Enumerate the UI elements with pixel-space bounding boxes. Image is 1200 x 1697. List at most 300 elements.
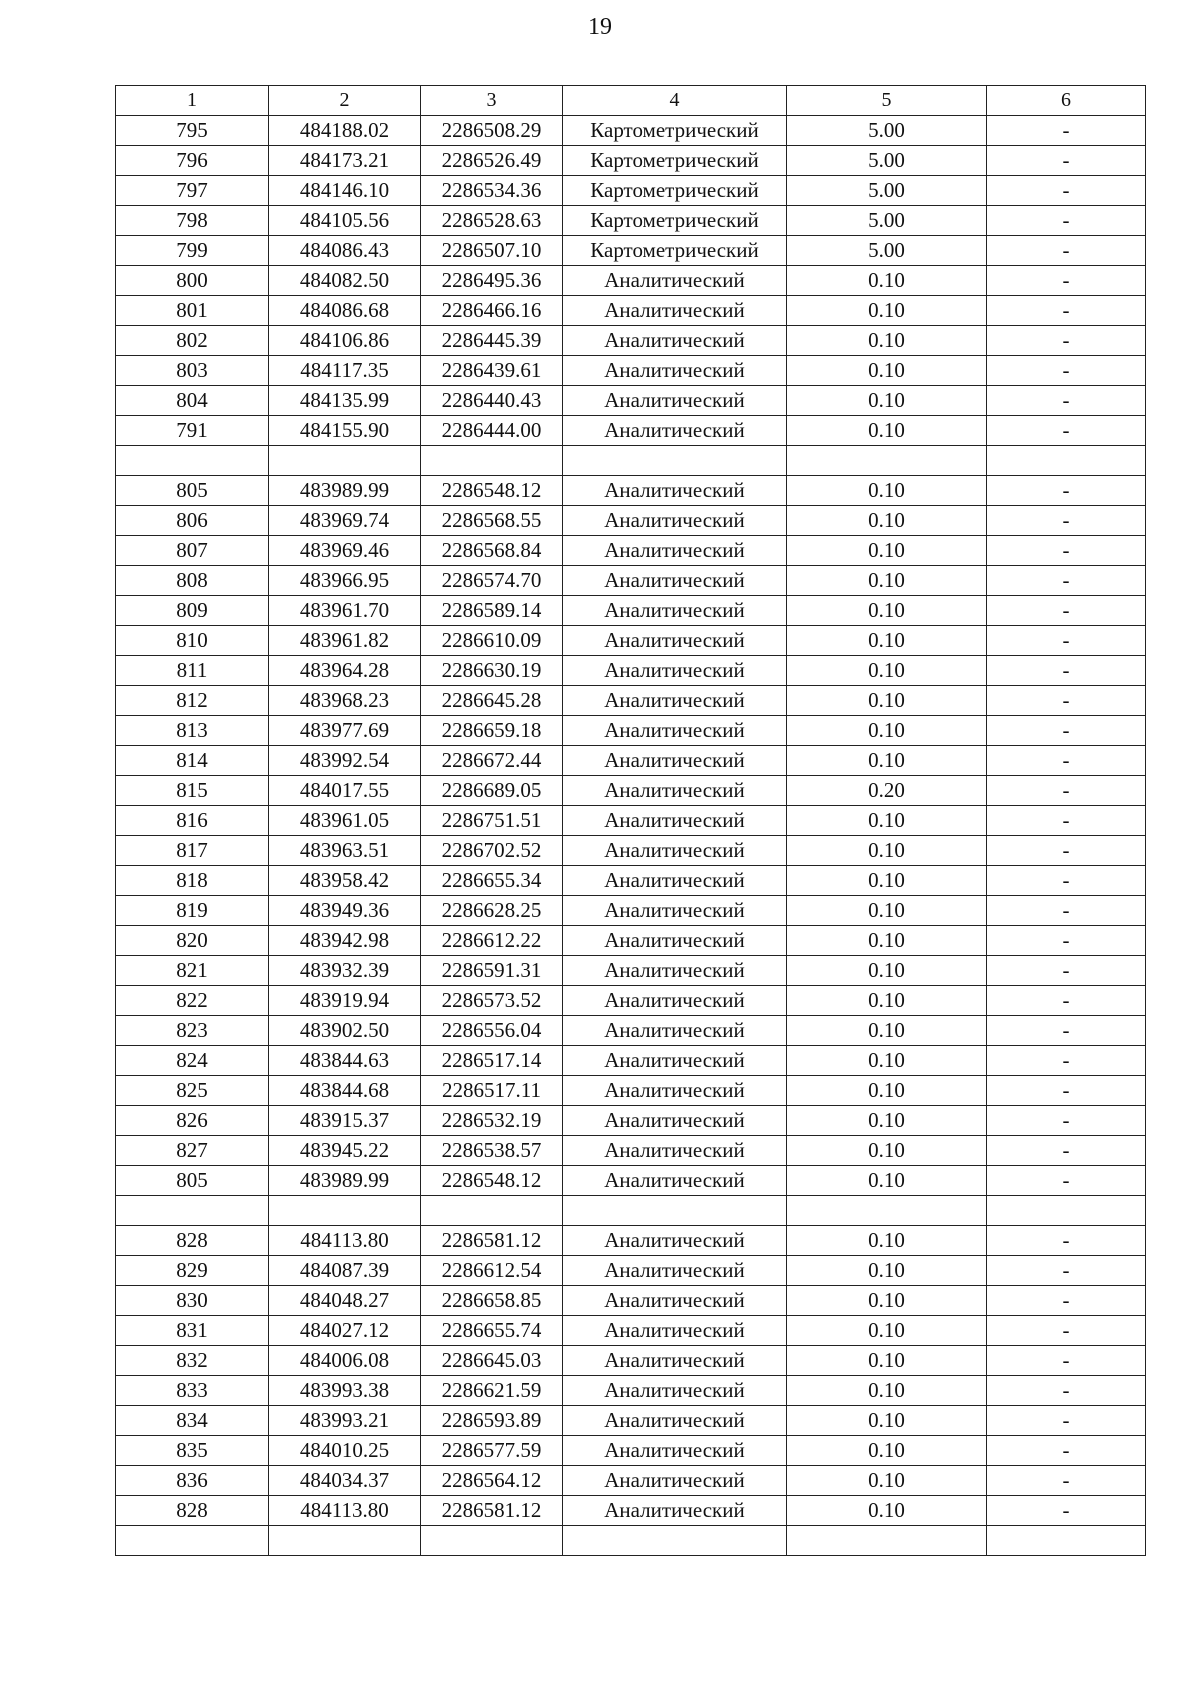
accuracy-cell: 0.10 [787, 1346, 987, 1376]
table-row [116, 536, 1146, 566]
x-coordinate-cell: 484155.90 [269, 416, 421, 446]
empty-cell [421, 1526, 563, 1556]
x-coordinate-cell: 484086.68 [269, 296, 421, 326]
y-coordinate-cell: 2286440.43 [421, 386, 563, 416]
x-coordinate-cell: 483844.63 [269, 1046, 421, 1076]
y-coordinate-cell: 2286517.11 [421, 1076, 563, 1106]
table-row [116, 146, 1146, 176]
x-coordinate-cell: 483942.98 [269, 926, 421, 956]
empty-cell [787, 446, 987, 476]
point-number-cell: 816 [116, 806, 269, 836]
y-coordinate-cell: 2286672.44 [421, 746, 563, 776]
description-cell: - [987, 566, 1146, 596]
coordinates-table [115, 85, 1146, 1556]
table-row [116, 1256, 1146, 1286]
y-coordinate-cell: 2286593.89 [421, 1406, 563, 1436]
x-coordinate-cell: 483969.74 [269, 506, 421, 536]
method-cell: Картометрический [563, 176, 787, 206]
description-cell: - [987, 176, 1146, 206]
x-coordinate-cell: 484117.35 [269, 356, 421, 386]
x-coordinate-cell: 483915.37 [269, 1106, 421, 1136]
x-coordinate-cell: 483989.99 [269, 476, 421, 506]
empty-cell [116, 446, 269, 476]
empty-cell [116, 1526, 269, 1556]
x-coordinate-cell: 483932.39 [269, 956, 421, 986]
y-coordinate-cell: 2286532.19 [421, 1106, 563, 1136]
description-cell: - [987, 1406, 1146, 1436]
accuracy-cell: 0.10 [787, 476, 987, 506]
method-cell: Аналитический [563, 1316, 787, 1346]
point-number-cell: 815 [116, 776, 269, 806]
table-row [116, 866, 1146, 896]
y-coordinate-cell: 2286702.52 [421, 836, 563, 866]
method-cell: Аналитический [563, 1016, 787, 1046]
description-cell: - [987, 1046, 1146, 1076]
y-coordinate-cell: 2286645.03 [421, 1346, 563, 1376]
point-number-cell: 819 [116, 896, 269, 926]
accuracy-cell: 0.10 [787, 866, 987, 896]
point-number-cell: 817 [116, 836, 269, 866]
accuracy-cell: 0.10 [787, 896, 987, 926]
accuracy-cell: 0.10 [787, 506, 987, 536]
empty-cell [987, 1196, 1146, 1226]
x-coordinate-cell: 483844.68 [269, 1076, 421, 1106]
header-cell: 5 [787, 86, 987, 116]
point-number-cell: 835 [116, 1436, 269, 1466]
description-cell: - [987, 626, 1146, 656]
table-row [116, 926, 1146, 956]
table-row [116, 686, 1146, 716]
x-coordinate-cell: 484086.43 [269, 236, 421, 266]
method-cell: Аналитический [563, 416, 787, 446]
x-coordinate-cell: 483977.69 [269, 716, 421, 746]
x-coordinate-cell: 484188.02 [269, 116, 421, 146]
method-cell: Картометрический [563, 146, 787, 176]
point-number-cell: 814 [116, 746, 269, 776]
empty-cell [421, 1196, 563, 1226]
table-row [116, 776, 1146, 806]
accuracy-cell: 0.10 [787, 326, 987, 356]
point-number-cell: 830 [116, 1286, 269, 1316]
y-coordinate-cell: 2286655.74 [421, 1316, 563, 1346]
table-row [116, 1466, 1146, 1496]
accuracy-cell: 0.10 [787, 1376, 987, 1406]
accuracy-cell: 5.00 [787, 236, 987, 266]
point-number-cell: 809 [116, 596, 269, 626]
empty-cell [269, 1196, 421, 1226]
point-number-cell: 812 [116, 686, 269, 716]
method-cell: Аналитический [563, 476, 787, 506]
table-row [116, 896, 1146, 926]
y-coordinate-cell: 2286751.51 [421, 806, 563, 836]
accuracy-cell: 0.10 [787, 1466, 987, 1496]
y-coordinate-cell: 2286621.59 [421, 1376, 563, 1406]
description-cell: - [987, 1076, 1146, 1106]
accuracy-cell: 0.10 [787, 386, 987, 416]
x-coordinate-cell: 483958.42 [269, 866, 421, 896]
accuracy-cell: 0.10 [787, 1046, 987, 1076]
y-coordinate-cell: 2286581.12 [421, 1226, 563, 1256]
header-cell: 1 [116, 86, 269, 116]
header-cell: 6 [987, 86, 1146, 116]
header-cell: 4 [563, 86, 787, 116]
header-cell: 2 [269, 86, 421, 116]
point-number-cell: 825 [116, 1076, 269, 1106]
x-coordinate-cell: 483993.38 [269, 1376, 421, 1406]
description-cell: - [987, 506, 1146, 536]
table-row [116, 1016, 1146, 1046]
method-cell: Аналитический [563, 626, 787, 656]
y-coordinate-cell: 2286564.12 [421, 1466, 563, 1496]
method-cell: Аналитический [563, 1136, 787, 1166]
table-row [116, 1346, 1146, 1376]
method-cell: Аналитический [563, 326, 787, 356]
method-cell: Аналитический [563, 1226, 787, 1256]
y-coordinate-cell: 2286534.36 [421, 176, 563, 206]
accuracy-cell: 0.10 [787, 1076, 987, 1106]
description-cell: - [987, 476, 1146, 506]
table-spacer-row [116, 1196, 1146, 1226]
accuracy-cell: 5.00 [787, 206, 987, 236]
y-coordinate-cell: 2286495.36 [421, 266, 563, 296]
description-cell: - [987, 1106, 1146, 1136]
point-number-cell: 800 [116, 266, 269, 296]
table-row [116, 1436, 1146, 1466]
method-cell: Аналитический [563, 386, 787, 416]
accuracy-cell: 0.10 [787, 1286, 987, 1316]
accuracy-cell: 0.10 [787, 716, 987, 746]
method-cell: Аналитический [563, 536, 787, 566]
method-cell: Аналитический [563, 1496, 787, 1526]
y-coordinate-cell: 2286658.85 [421, 1286, 563, 1316]
y-coordinate-cell: 2286645.28 [421, 686, 563, 716]
method-cell: Аналитический [563, 1166, 787, 1196]
empty-cell [563, 1526, 787, 1556]
accuracy-cell: 0.10 [787, 266, 987, 296]
table-row [116, 566, 1146, 596]
description-cell: - [987, 806, 1146, 836]
table-row [116, 836, 1146, 866]
accuracy-cell: 0.10 [787, 1256, 987, 1286]
table-row [116, 476, 1146, 506]
description-cell: - [987, 716, 1146, 746]
table-row [116, 716, 1146, 746]
table-row [116, 1376, 1146, 1406]
point-number-cell: 820 [116, 926, 269, 956]
description-cell: - [987, 956, 1146, 986]
y-coordinate-cell: 2286517.14 [421, 1046, 563, 1076]
empty-cell [987, 446, 1146, 476]
table-row [116, 116, 1146, 146]
table-row [116, 1046, 1146, 1076]
description-cell: - [987, 656, 1146, 686]
y-coordinate-cell: 2286528.63 [421, 206, 563, 236]
x-coordinate-cell: 484173.21 [269, 146, 421, 176]
point-number-cell: 804 [116, 386, 269, 416]
point-number-cell: 807 [116, 536, 269, 566]
point-number-cell: 805 [116, 1166, 269, 1196]
x-coordinate-cell: 483989.99 [269, 1166, 421, 1196]
table-row [116, 266, 1146, 296]
point-number-cell: 828 [116, 1226, 269, 1256]
method-cell: Аналитический [563, 746, 787, 776]
y-coordinate-cell: 2286548.12 [421, 476, 563, 506]
y-coordinate-cell: 2286628.25 [421, 896, 563, 926]
x-coordinate-cell: 483919.94 [269, 986, 421, 1016]
point-number-cell: 833 [116, 1376, 269, 1406]
empty-cell [269, 446, 421, 476]
description-cell: - [987, 596, 1146, 626]
method-cell: Аналитический [563, 956, 787, 986]
x-coordinate-cell: 483949.36 [269, 896, 421, 926]
point-number-cell: 798 [116, 206, 269, 236]
accuracy-cell: 0.10 [787, 566, 987, 596]
y-coordinate-cell: 2286581.12 [421, 1496, 563, 1526]
x-coordinate-cell: 483961.82 [269, 626, 421, 656]
point-number-cell: 828 [116, 1496, 269, 1526]
x-coordinate-cell: 483964.28 [269, 656, 421, 686]
point-number-cell: 818 [116, 866, 269, 896]
description-cell: - [987, 116, 1146, 146]
point-number-cell: 803 [116, 356, 269, 386]
accuracy-cell: 0.10 [787, 926, 987, 956]
point-number-cell: 821 [116, 956, 269, 986]
table-row [116, 1166, 1146, 1196]
description-cell: - [987, 1286, 1146, 1316]
point-number-cell: 832 [116, 1346, 269, 1376]
description-cell: - [987, 1436, 1146, 1466]
x-coordinate-cell: 484135.99 [269, 386, 421, 416]
empty-cell [563, 446, 787, 476]
y-coordinate-cell: 2286466.16 [421, 296, 563, 326]
y-coordinate-cell: 2286630.19 [421, 656, 563, 686]
table-row [116, 1316, 1146, 1346]
method-cell: Аналитический [563, 506, 787, 536]
method-cell: Аналитический [563, 1406, 787, 1436]
point-number-cell: 836 [116, 1466, 269, 1496]
method-cell: Аналитический [563, 296, 787, 326]
point-number-cell: 808 [116, 566, 269, 596]
x-coordinate-cell: 484082.50 [269, 266, 421, 296]
table-row [116, 296, 1146, 326]
method-cell: Аналитический [563, 1346, 787, 1376]
method-cell: Аналитический [563, 656, 787, 686]
x-coordinate-cell: 484034.37 [269, 1466, 421, 1496]
x-coordinate-cell: 484027.12 [269, 1316, 421, 1346]
description-cell: - [987, 1166, 1146, 1196]
description-cell: - [987, 986, 1146, 1016]
accuracy-cell: 0.10 [787, 806, 987, 836]
y-coordinate-cell: 2286577.59 [421, 1436, 563, 1466]
x-coordinate-cell: 483992.54 [269, 746, 421, 776]
accuracy-cell: 0.10 [787, 596, 987, 626]
table-row [116, 1496, 1146, 1526]
method-cell: Аналитический [563, 356, 787, 386]
description-cell: - [987, 776, 1146, 806]
method-cell: Аналитический [563, 776, 787, 806]
page-number: 19 [588, 14, 612, 40]
method-cell: Аналитический [563, 986, 787, 1016]
point-number-cell: 829 [116, 1256, 269, 1286]
method-cell: Аналитический [563, 266, 787, 296]
y-coordinate-cell: 2286689.05 [421, 776, 563, 806]
empty-cell [269, 1526, 421, 1556]
table-row [116, 986, 1146, 1016]
description-cell: - [987, 536, 1146, 566]
accuracy-cell: 5.00 [787, 116, 987, 146]
description-cell: - [987, 1346, 1146, 1376]
method-cell: Аналитический [563, 926, 787, 956]
x-coordinate-cell: 483993.21 [269, 1406, 421, 1436]
x-coordinate-cell: 483961.05 [269, 806, 421, 836]
point-number-cell: 797 [116, 176, 269, 206]
y-coordinate-cell: 2286568.84 [421, 536, 563, 566]
x-coordinate-cell: 484087.39 [269, 1256, 421, 1286]
y-coordinate-cell: 2286591.31 [421, 956, 563, 986]
table-spacer-row [116, 446, 1146, 476]
table-row [116, 956, 1146, 986]
point-number-cell: 834 [116, 1406, 269, 1436]
accuracy-cell: 0.10 [787, 296, 987, 326]
table-row [116, 206, 1146, 236]
point-number-cell: 826 [116, 1106, 269, 1136]
y-coordinate-cell: 2286508.29 [421, 116, 563, 146]
description-cell: - [987, 896, 1146, 926]
description-cell: - [987, 1016, 1146, 1046]
point-number-cell: 791 [116, 416, 269, 446]
table-row [116, 1136, 1146, 1166]
point-number-cell: 823 [116, 1016, 269, 1046]
method-cell: Аналитический [563, 1376, 787, 1406]
y-coordinate-cell: 2286589.14 [421, 596, 563, 626]
method-cell: Аналитический [563, 896, 787, 926]
empty-cell [987, 1526, 1146, 1556]
empty-cell [116, 1196, 269, 1226]
accuracy-cell: 0.10 [787, 1226, 987, 1256]
description-cell: - [987, 1256, 1146, 1286]
y-coordinate-cell: 2286507.10 [421, 236, 563, 266]
table-row [116, 506, 1146, 536]
y-coordinate-cell: 2286526.49 [421, 146, 563, 176]
accuracy-cell: 0.10 [787, 1166, 987, 1196]
table-row [116, 596, 1146, 626]
table-row [116, 386, 1146, 416]
method-cell: Аналитический [563, 686, 787, 716]
table-row [116, 1226, 1146, 1256]
description-cell: - [987, 356, 1146, 386]
method-cell: Аналитический [563, 1076, 787, 1106]
point-number-cell: 802 [116, 326, 269, 356]
method-cell: Аналитический [563, 806, 787, 836]
table-body [116, 86, 1146, 1556]
method-cell: Аналитический [563, 566, 787, 596]
x-coordinate-cell: 483963.51 [269, 836, 421, 866]
method-cell: Аналитический [563, 1046, 787, 1076]
y-coordinate-cell: 2286548.12 [421, 1166, 563, 1196]
description-cell: - [987, 1466, 1146, 1496]
y-coordinate-cell: 2286445.39 [421, 326, 563, 356]
x-coordinate-cell: 483961.70 [269, 596, 421, 626]
description-cell: - [987, 1316, 1146, 1346]
accuracy-cell: 0.10 [787, 1496, 987, 1526]
method-cell: Картометрический [563, 116, 787, 146]
description-cell: - [987, 236, 1146, 266]
description-cell: - [987, 146, 1146, 176]
header-cell: 3 [421, 86, 563, 116]
x-coordinate-cell: 483945.22 [269, 1136, 421, 1166]
point-number-cell: 813 [116, 716, 269, 746]
point-number-cell: 827 [116, 1136, 269, 1166]
y-coordinate-cell: 2286655.34 [421, 866, 563, 896]
y-coordinate-cell: 2286573.52 [421, 986, 563, 1016]
table-row [116, 1076, 1146, 1106]
description-cell: - [987, 686, 1146, 716]
x-coordinate-cell: 484010.25 [269, 1436, 421, 1466]
accuracy-cell: 0.10 [787, 1406, 987, 1436]
x-coordinate-cell: 484113.80 [269, 1496, 421, 1526]
description-cell: - [987, 746, 1146, 776]
x-coordinate-cell: 484146.10 [269, 176, 421, 206]
description-cell: - [987, 1136, 1146, 1166]
y-coordinate-cell: 2286556.04 [421, 1016, 563, 1046]
table-row [116, 1286, 1146, 1316]
empty-cell [421, 446, 563, 476]
description-cell: - [987, 416, 1146, 446]
y-coordinate-cell: 2286444.00 [421, 416, 563, 446]
accuracy-cell: 0.10 [787, 1136, 987, 1166]
description-cell: - [987, 1496, 1146, 1526]
accuracy-cell: 0.10 [787, 1316, 987, 1346]
accuracy-cell: 0.20 [787, 776, 987, 806]
description-cell: - [987, 1226, 1146, 1256]
point-number-cell: 795 [116, 116, 269, 146]
x-coordinate-cell: 483966.95 [269, 566, 421, 596]
y-coordinate-cell: 2286538.57 [421, 1136, 563, 1166]
description-cell: - [987, 206, 1146, 236]
description-cell: - [987, 386, 1146, 416]
description-cell: - [987, 1376, 1146, 1406]
point-number-cell: 811 [116, 656, 269, 686]
accuracy-cell: 0.10 [787, 1436, 987, 1466]
method-cell: Аналитический [563, 1466, 787, 1496]
table-row [116, 176, 1146, 206]
y-coordinate-cell: 2286659.18 [421, 716, 563, 746]
x-coordinate-cell: 484017.55 [269, 776, 421, 806]
table-row [116, 1406, 1146, 1436]
empty-cell [787, 1196, 987, 1226]
y-coordinate-cell: 2286612.54 [421, 1256, 563, 1286]
method-cell: Аналитический [563, 716, 787, 746]
method-cell: Аналитический [563, 1256, 787, 1286]
method-cell: Аналитический [563, 866, 787, 896]
method-cell: Картометрический [563, 236, 787, 266]
method-cell: Аналитический [563, 1286, 787, 1316]
table-row [116, 1106, 1146, 1136]
point-number-cell: 822 [116, 986, 269, 1016]
accuracy-cell: 0.10 [787, 986, 987, 1016]
x-coordinate-cell: 483968.23 [269, 686, 421, 716]
description-cell: - [987, 266, 1146, 296]
y-coordinate-cell: 2286574.70 [421, 566, 563, 596]
x-coordinate-cell: 484006.08 [269, 1346, 421, 1376]
accuracy-cell: 0.10 [787, 1016, 987, 1046]
accuracy-cell: 0.10 [787, 956, 987, 986]
accuracy-cell: 5.00 [787, 146, 987, 176]
y-coordinate-cell: 2286612.22 [421, 926, 563, 956]
table-row [116, 416, 1146, 446]
table-header-row [116, 86, 1146, 116]
table-row [116, 326, 1146, 356]
